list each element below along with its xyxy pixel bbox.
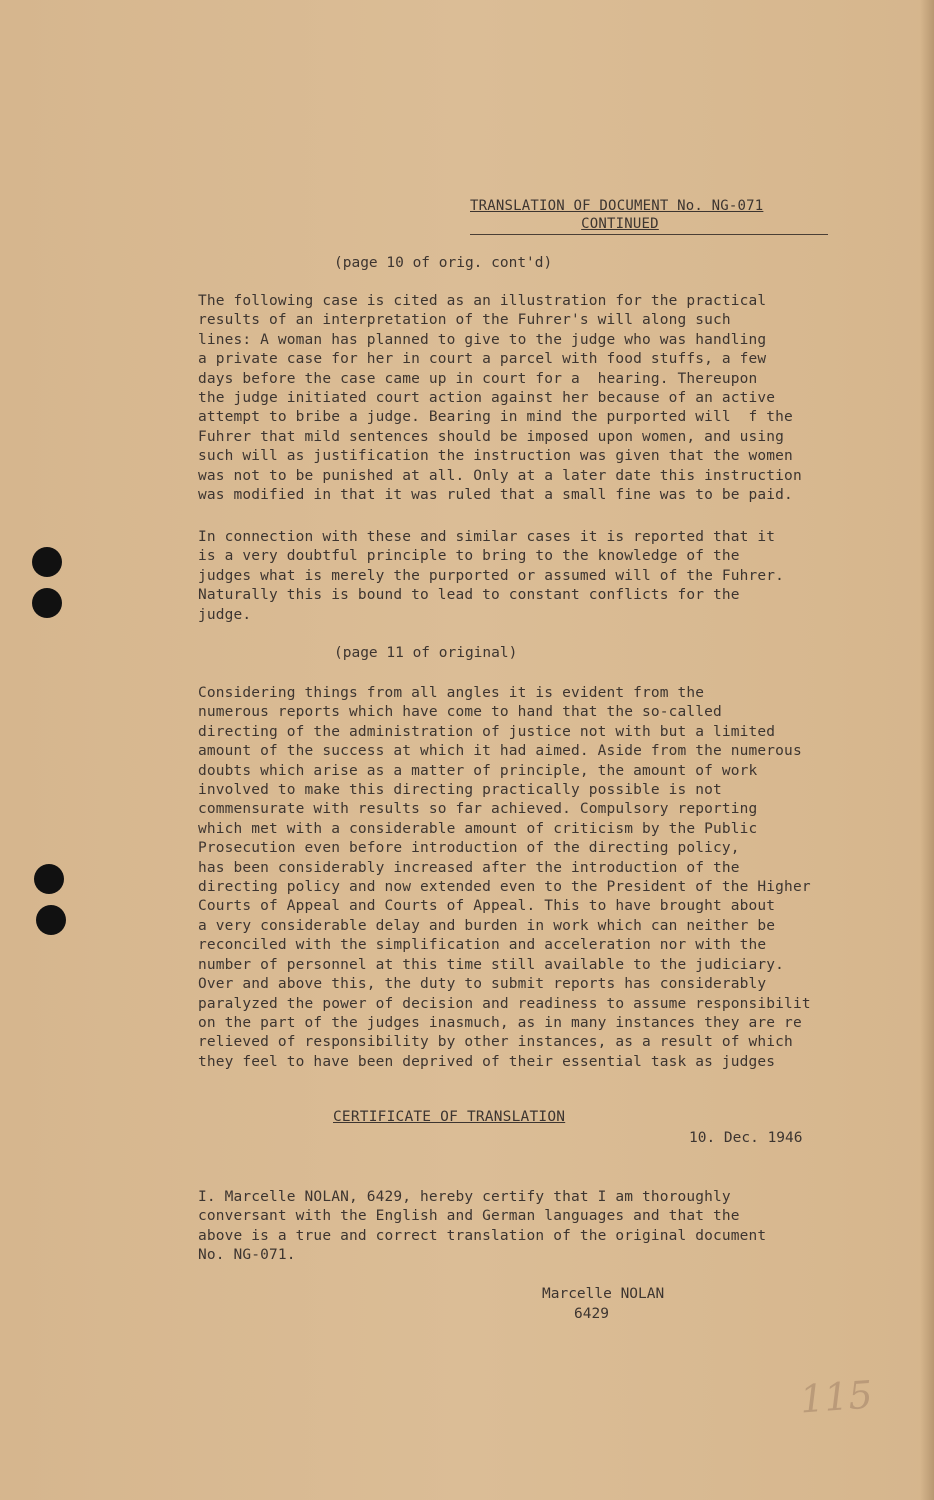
document-header — [470, 198, 828, 232]
page-note-second: (page 11 of original) — [334, 645, 518, 661]
certificate-title: CERTIFICATE OF TRANSLATION — [333, 1109, 566, 1125]
punch-hole — [36, 905, 66, 935]
signature-name: Marcelle NOLAN — [542, 1286, 665, 1302]
paragraph-2: In connection with these and similar cases it is reported that it is a very doubtful principle to bring to the knowledge of the judges what is merely the purported or assumed will of the Fuhrer. Naturally this is bound to lead to constant conflicts for the judge. — [198, 529, 785, 623]
document-subtitle: CONTINUED — [581, 216, 659, 232]
pencil-page-number: 115 — [798, 1372, 874, 1422]
signature-number: 6429 — [574, 1306, 609, 1322]
punch-hole — [32, 547, 62, 577]
page-note-first: (page 10 of orig. cont'd) — [334, 255, 553, 271]
punch-hole — [32, 588, 62, 618]
certificate-date: 10. Dec. 1946 — [689, 1130, 803, 1146]
certificate-body: I. Marcelle NOLAN, 6429, hereby certify that I am thoroughly conversant with the English and German languages and that the above is a true and correct translation of the original document No. NG-071. — [198, 1189, 767, 1264]
page-edge-shadow — [920, 0, 934, 1500]
paragraph-3: Considering things from all angles it is evident from the numerous reports which have come to hand that the so-called directing of the administration of justice not with but a limited amount of the success at which it had aimed. Aside from the numerous doubts which arise as a matter of principle, the amount of work involved to make this directing practically possible is not commensurate with results so far achieved. Compulsory reporting which met with a considerable amount of criticism by the Public Prosecution even before introduction of the directing policy, has been considerably increased after the introduction of the directing policy and now extended even to the President of the Higher Courts of Appeal and Courts of Appeal. This to have brought about a very considerable delay and burden in work which can neither be reconciled with the simplification and acceleration nor with the number of personnel at this time still available to the judiciary. Over and above this, the duty to submit reports has considerably paralyzed the power of decision and readiness to assume responsibilit on the part of the judges inasmuch, as in many instances they are re relieved of responsibility by other instances, as a result of which they feel to have been deprived of their essential task as judges — [198, 685, 811, 1070]
punch-hole — [34, 864, 64, 894]
header-rule — [470, 234, 828, 235]
paragraph-1: The following case is cited as an illustration for the practical results of an interpretation of the Fuhrer's will along such lines: A woman has planned to give to the judge who was handling a private case for her in court a parcel with food stuffs, a few days before the case came up in court for a hearing. Thereupon the judge initiated court action against her because of an active attempt to bribe a judge. Bearing in mind the purported will f the Fuhrer that mild sentences should be imposed upon women, and using such will as justification the instruction was given that the women was not to be punished at all. Only at a later date this instruction was modified in that it was ruled that a small fine was to be paid. — [198, 293, 802, 504]
document-title: TRANSLATION OF DOCUMENT No. NG-071 — [470, 198, 764, 214]
